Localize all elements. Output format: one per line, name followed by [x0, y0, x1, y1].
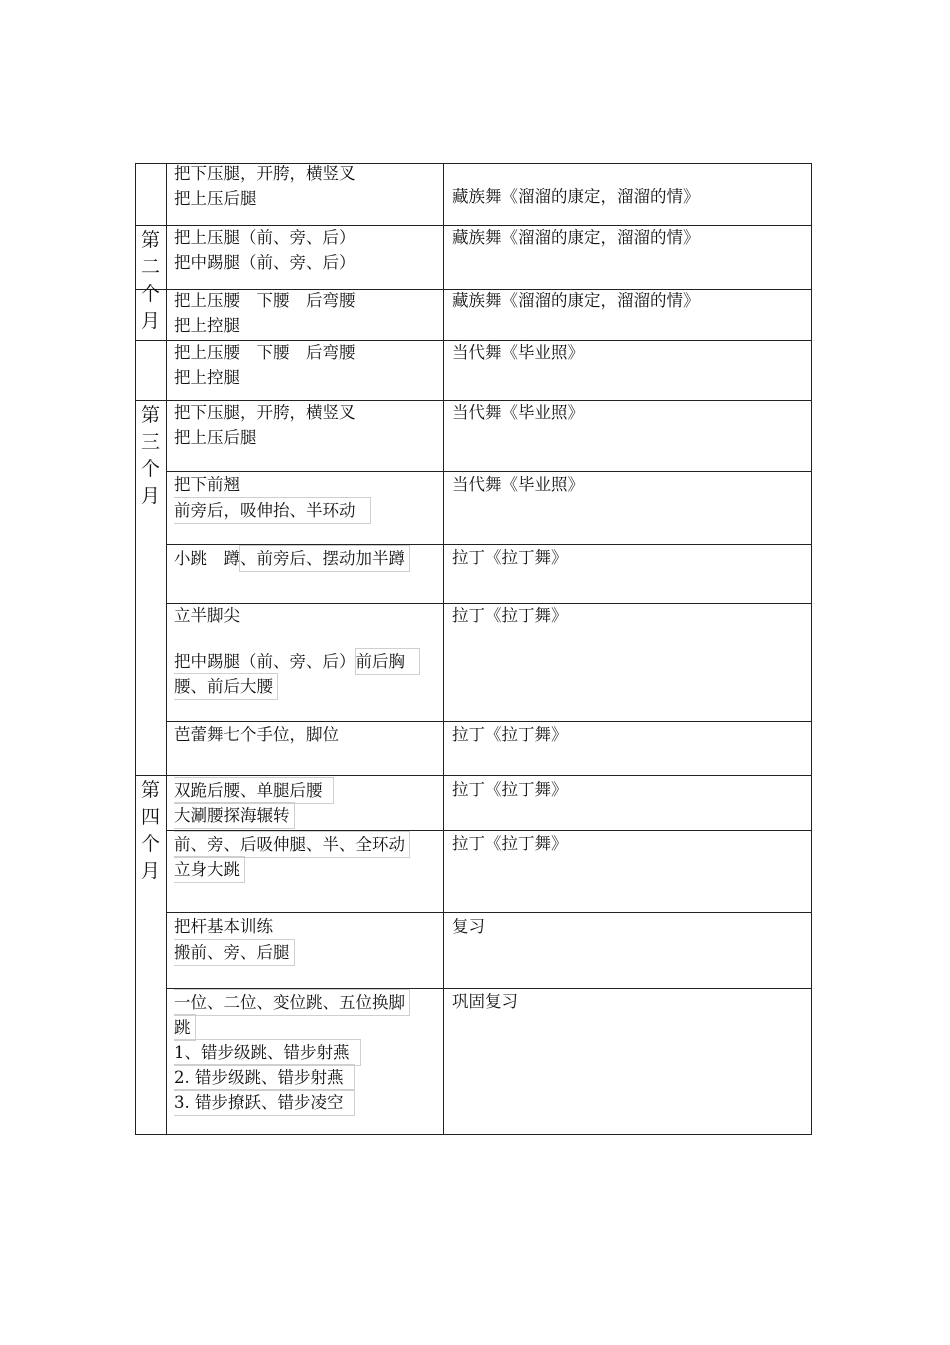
repertoire-cell: 当代舞《毕业照》 — [452, 475, 584, 494]
column-divider — [443, 163, 444, 1134]
training-line-wrap — [174, 1039, 410, 1064]
month-char: 个 — [140, 833, 160, 855]
training-line: 3. 错步撩跃、错步凌空 — [174, 1089, 355, 1116]
month-char: 月 — [140, 860, 160, 882]
training-cell — [174, 777, 334, 827]
training-cell — [174, 545, 410, 572]
training-line-wrap — [174, 831, 410, 856]
month-char: 月 — [140, 485, 160, 507]
training-line: 前、旁、后吸伸腿、半、全环动 — [174, 831, 410, 858]
training-line: 双跪后腰、单腿后腰 — [174, 777, 334, 804]
training-line: 把上压腰 下腰 后弯腰 — [174, 343, 356, 362]
training-cell — [174, 989, 410, 1114]
training-line: 2. 错步级跳、错步射燕 — [174, 1064, 355, 1091]
training-cell — [174, 722, 339, 747]
repertoire-cell: 拉丁《拉丁舞》 — [452, 834, 568, 853]
training-cell — [174, 225, 356, 275]
training-line: 腰、前后大腰 — [174, 673, 278, 700]
month-char: 个 — [140, 283, 160, 305]
training-line-wrap — [174, 856, 410, 881]
training-line: 把杆基本训练 — [174, 917, 273, 936]
repertoire-cell: 拉丁《拉丁舞》 — [452, 548, 568, 567]
training-line: 芭蕾舞七个手位，脚位 — [174, 725, 339, 744]
training-line-wrap — [174, 989, 410, 1014]
repertoire-cell: 拉丁《拉丁舞》 — [452, 725, 568, 744]
repertoire-cell: 当代舞《毕业照》 — [452, 403, 584, 422]
month-char: 个 — [140, 458, 160, 480]
training-line: 把上压后腿 — [174, 189, 257, 208]
row-divider — [166, 912, 811, 913]
training-line: 把上压后腿 — [174, 428, 257, 447]
training-cell — [174, 603, 420, 698]
month-char: 第 — [140, 779, 160, 801]
month-char: 四 — [140, 806, 160, 828]
training-line: 一位、二位、变位跳、五位换脚 — [174, 989, 410, 1016]
training-line: 把下前翘 — [174, 475, 240, 494]
training-line-wrap — [174, 1089, 410, 1114]
training-line: 立半脚尖 — [174, 606, 240, 625]
training-line: 把下压腿，开胯，横竖叉 — [174, 403, 356, 422]
training-cell — [174, 400, 356, 450]
training-line: 小跳 蹲 — [174, 549, 240, 568]
training-line: 把上控腿 — [174, 316, 240, 335]
training-line-wrap — [174, 939, 295, 964]
training-line: 把中踢腿（前、旁、后） — [174, 253, 356, 272]
training-line: 、前旁后、摆动加半蹲 — [239, 545, 410, 572]
training-line: 前旁后，吸伸抬、半环动 — [174, 497, 371, 524]
column-divider — [166, 163, 167, 1134]
training-line: 把上压腿（前、旁、后） — [174, 228, 356, 247]
repertoire-cell: 拉丁《拉丁舞》 — [452, 780, 568, 799]
month-char: 二 — [140, 256, 160, 278]
training-cell — [174, 914, 295, 964]
repertoire-cell: 藏族舞《溜溜的康定，溜溜的情》 — [452, 187, 700, 206]
training-line: 跳 — [174, 1014, 196, 1041]
month-label-3 — [136, 402, 165, 510]
training-line-wrap — [174, 673, 420, 698]
repertoire-cell: 当代舞《毕业照》 — [452, 343, 584, 362]
month-char: 月 — [140, 310, 160, 332]
training-cell — [174, 161, 356, 211]
table-border — [135, 1134, 811, 1135]
training-line-wrap — [174, 497, 371, 522]
training-line: 把下压腿，开胯，横竖叉 — [174, 164, 356, 183]
training-cell — [174, 831, 410, 881]
training-line: 立身大跳 — [174, 856, 245, 883]
month-label-4 — [136, 777, 165, 885]
row-divider — [135, 775, 811, 776]
repertoire-cell: 巩固复习 — [452, 992, 518, 1011]
training-line: 大涮腰探海辗转 — [174, 802, 295, 829]
training-line: 1、错步级跳、错步射燕 — [174, 1039, 361, 1066]
training-line-wrap — [174, 1064, 410, 1089]
training-cell — [174, 472, 371, 522]
month-char: 第 — [140, 229, 160, 251]
training-line-wrap — [174, 802, 334, 827]
training-line-wrap — [174, 648, 420, 673]
month-char: 第 — [140, 404, 160, 426]
month-label-2 — [136, 227, 165, 335]
training-cell — [174, 340, 356, 390]
repertoire-cell: 藏族舞《溜溜的康定，溜溜的情》 — [452, 228, 700, 247]
repertoire-cell: 复习 — [452, 917, 485, 936]
training-line: 前后胸 — [355, 648, 421, 675]
repertoire-cell: 藏族舞《溜溜的康定，溜溜的情》 — [452, 291, 700, 310]
repertoire-cell: 拉丁《拉丁舞》 — [452, 606, 568, 625]
training-cell — [174, 288, 356, 338]
month-char: 三 — [140, 431, 160, 453]
training-line: 把上控腿 — [174, 368, 240, 387]
training-line-wrap — [174, 1014, 410, 1039]
training-line: 把上压腰 下腰 后弯腰 — [174, 291, 356, 310]
table-border — [811, 163, 812, 1135]
training-line: 搬前、旁、后腿 — [174, 939, 295, 966]
training-line: 把中踢腿（前、旁、后） — [174, 652, 356, 671]
training-line-wrap — [174, 777, 334, 802]
